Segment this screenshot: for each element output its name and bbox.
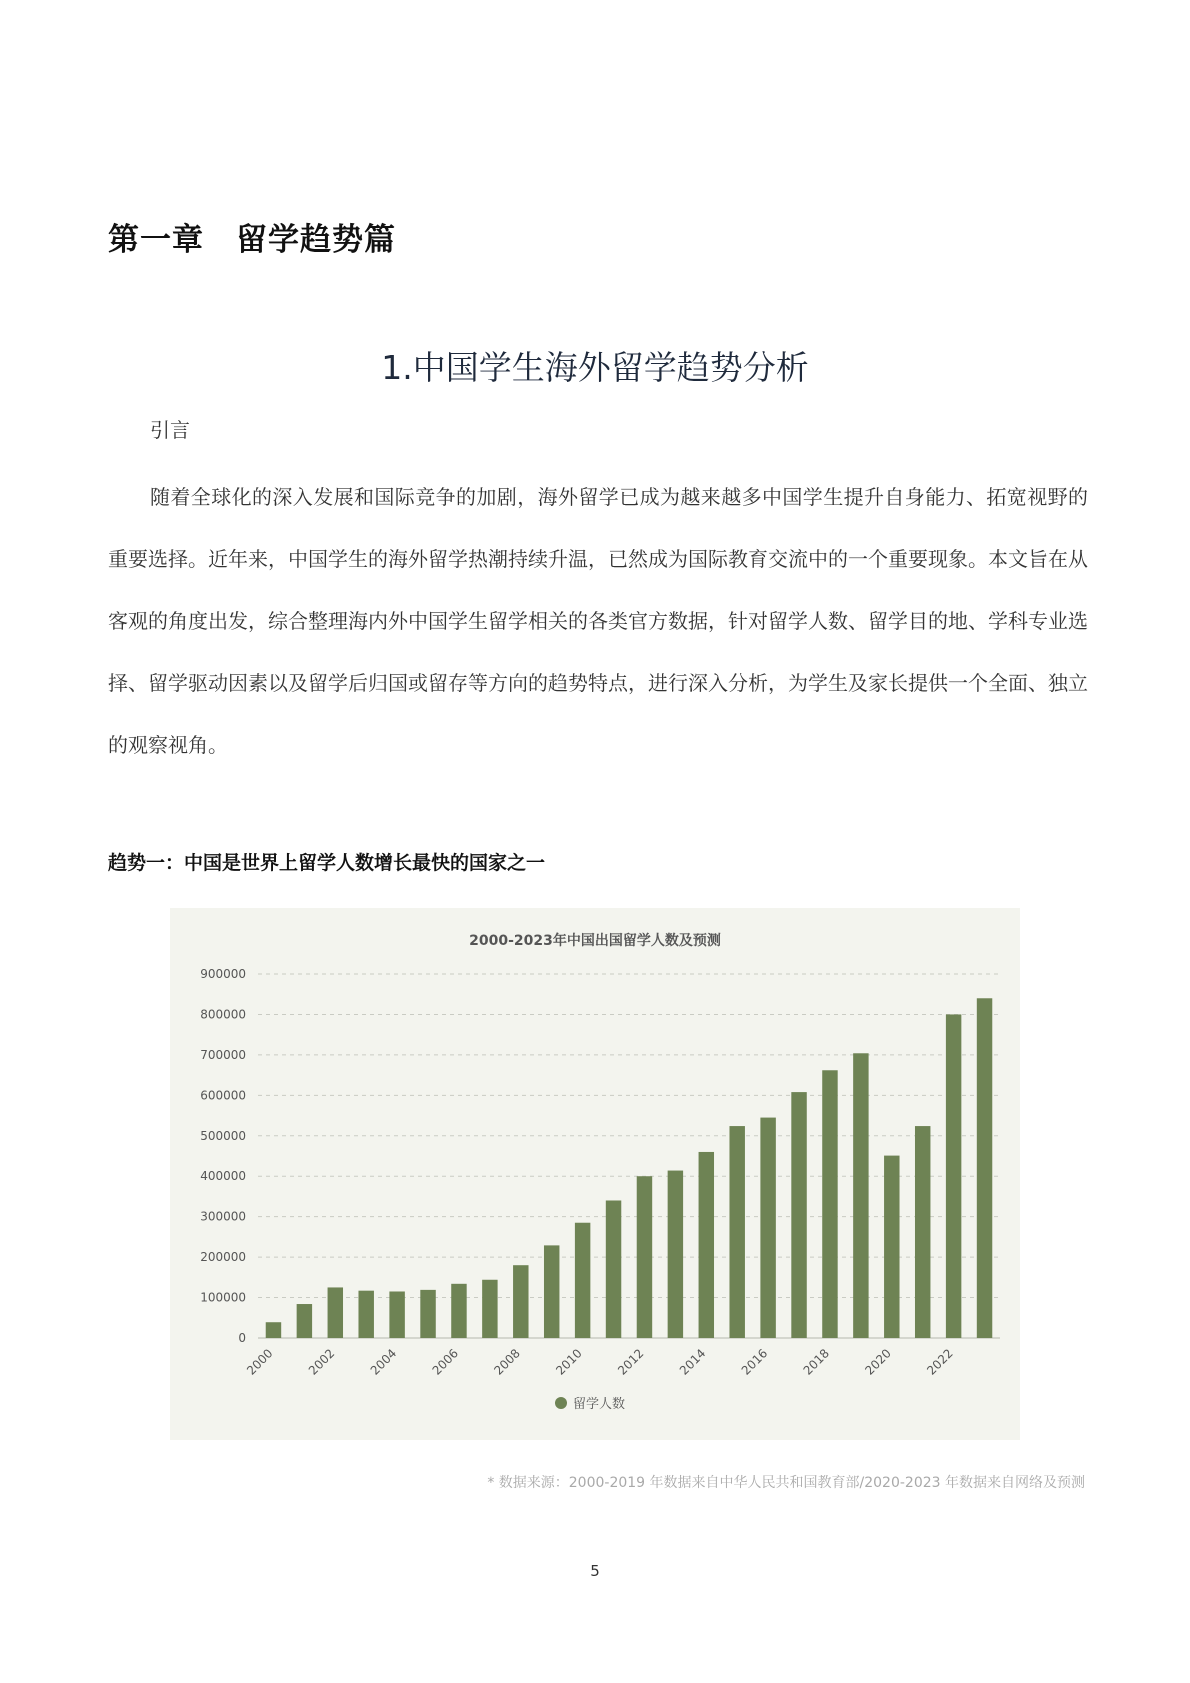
bar-2003 bbox=[358, 1291, 373, 1338]
intro-paragraph: 随着全球化的深入发展和国际竞争的加剧，海外留学已成为越来越多中国学生提升自身能力、拓宽视野的重要选择。近年来，中国学生的海外留学热潮持续升温，已然成为国际教育交流中的一个重要现象。本文旨在从客观的角度出发，综合整理海内外中国学生留学相关的各类官方数据，针对留学人数、留学目的地、学科专业选择、留学驱动因素以及留学后归国或留存等方向的趋势特点，进行深入分析，为学生及家长提供一个全面、独立的观察视角。 bbox=[108, 485, 1088, 757]
x-tick-label: 2008 bbox=[491, 1346, 523, 1378]
x-tick-label: 2006 bbox=[429, 1346, 462, 1378]
x-tick-label: 2018 bbox=[800, 1346, 833, 1378]
section-title: 1.中国学生海外留学趋势分析 bbox=[381, 348, 809, 387]
bar-2000 bbox=[266, 1322, 281, 1338]
bar-2022 bbox=[946, 1014, 961, 1338]
x-tick-label: 2012 bbox=[615, 1346, 647, 1378]
bar-2017 bbox=[791, 1092, 806, 1338]
x-tick-label: 2014 bbox=[676, 1346, 709, 1378]
bar-2019 bbox=[853, 1053, 868, 1338]
bar-2004 bbox=[389, 1291, 404, 1338]
legend-label: 留学人数 bbox=[573, 1397, 626, 1412]
y-tick-label: 400000 bbox=[200, 1169, 246, 1184]
y-tick-label: 500000 bbox=[200, 1128, 246, 1143]
bar-2008 bbox=[513, 1265, 528, 1338]
chart-title: 2000-2023年中国出国留学人数及预测 bbox=[469, 933, 721, 949]
y-tick-label: 200000 bbox=[200, 1250, 246, 1265]
chart-panel bbox=[170, 908, 1020, 1440]
y-tick-label: 600000 bbox=[200, 1088, 246, 1103]
bar-2012 bbox=[637, 1176, 652, 1338]
bar-2010 bbox=[575, 1223, 590, 1338]
x-tick-label: 2000 bbox=[244, 1346, 276, 1378]
bar-2007 bbox=[482, 1280, 497, 1338]
bar-2020 bbox=[884, 1156, 899, 1338]
x-tick-label: 2004 bbox=[367, 1346, 400, 1378]
intro-label: 引言 bbox=[150, 418, 190, 442]
bar-2021 bbox=[915, 1126, 930, 1338]
bar-2009 bbox=[544, 1245, 559, 1338]
bar-2016 bbox=[760, 1118, 775, 1338]
y-tick-label: 0 bbox=[238, 1331, 246, 1345]
bar-2023 bbox=[977, 998, 992, 1338]
trend-heading: 趋势一：中国是世界上留学人数增长最快的国家之一 bbox=[108, 852, 546, 874]
legend-marker bbox=[555, 1397, 567, 1409]
source-note: * 数据来源：2000-2019 年数据来自中华人民共和国教育部/2020-2023 年数据来自网络及预测 bbox=[487, 1475, 1085, 1491]
x-tick-label: 2020 bbox=[862, 1346, 894, 1378]
y-tick-label: 900000 bbox=[200, 967, 246, 981]
bar-chart bbox=[170, 908, 1020, 1440]
bar-2005 bbox=[420, 1290, 435, 1338]
x-tick-label: 2022 bbox=[924, 1346, 956, 1378]
bar-2001 bbox=[297, 1304, 312, 1338]
y-tick-label: 800000 bbox=[200, 1007, 246, 1022]
y-tick-label: 700000 bbox=[200, 1047, 246, 1062]
bar-2014 bbox=[699, 1152, 714, 1338]
page-number: 5 bbox=[590, 1562, 600, 1580]
x-tick-label: 2010 bbox=[553, 1346, 585, 1378]
bar-2018 bbox=[822, 1070, 837, 1338]
y-tick-label: 100000 bbox=[200, 1290, 246, 1305]
bar-2013 bbox=[668, 1171, 683, 1338]
chapter-title: 第一章 留学趋势篇 bbox=[108, 222, 396, 258]
bar-2002 bbox=[328, 1287, 343, 1338]
bar-2006 bbox=[451, 1284, 466, 1338]
bar-2015 bbox=[729, 1126, 744, 1338]
y-tick-label: 300000 bbox=[200, 1209, 246, 1224]
x-tick-label: 2002 bbox=[305, 1346, 338, 1378]
bar-2011 bbox=[606, 1200, 621, 1338]
x-tick-label: 2016 bbox=[738, 1346, 771, 1378]
